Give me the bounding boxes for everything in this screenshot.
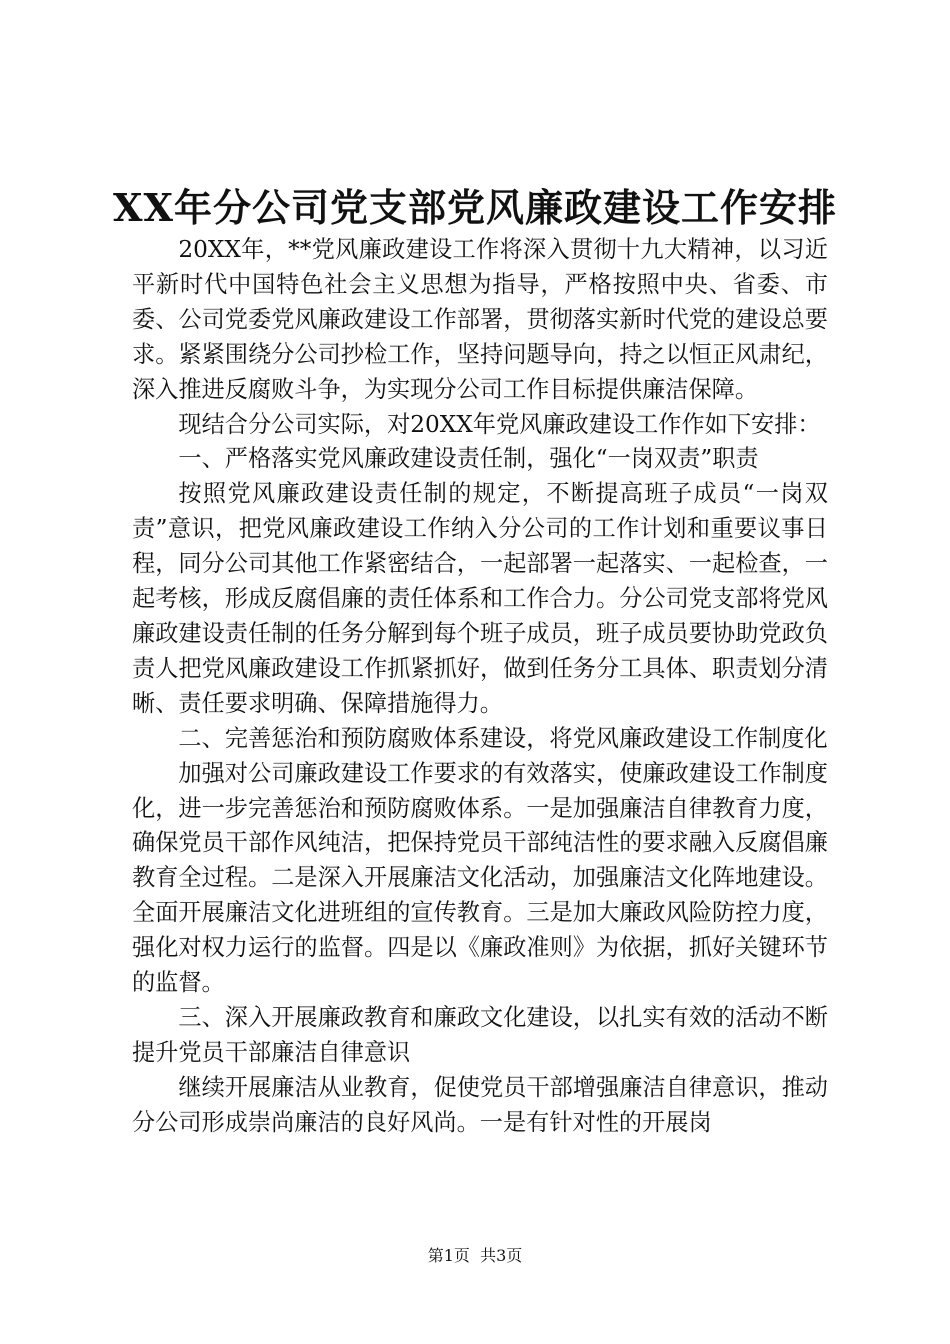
arrangement-paragraph: 现结合分公司实际，对20XX年党风廉政建设工作作如下安排： [178,410,821,438]
document-body [132,233,828,1141]
page-number-footer: 第1页 共3页 [427,1246,523,1265]
section-body-1: 按照党风廉政建设责任制的规定，不断提高班子成员“一岗双责”意识，把党风廉政建设工作纳入分公司的工作计划和重要议事日程，同分公司其他工作紧密结合，一起部署一起落实、一起检查，一起考核，形成反腐倡廉的责任体系和工作合力。分公司党支部将党风廉政建设责任制的任务分解到每个班子成员，班子成员要协助党政负责人把党风廉政建设工作抓紧抓好，做到任务分工具体、职责划分清晰、责任要求明确、保障措施得力。 [132,480,828,717]
section-body-3: 继续开展廉洁从业教育，促使党员干部增强廉洁自律意识，推动分公司形成崇尚廉洁的良好风尚。一是有针对性的开展岗 [132,1073,828,1136]
section-body-2: 加强对公司廉政建设工作要求的有效落实，使廉政建设工作制度化，进一步完善惩治和预防腐败体系。一是加强廉洁自律教育力度，确保党员干部作风纯洁，把保持党员干部纯洁性的要求融入反腐倡廉教育全过程。二是深入开展廉洁文化活动，加强廉洁文化阵地建设。全面开展廉洁文化进班组的宣传教育。三是加大廉政风险防控力度，强化对权力运行的监督。四是以《廉政准则》为依据，抓好关键环节的监督。 [132,759,828,997]
document-title: XX年分公司党支部党风廉政建设工作安排 [113,185,837,230]
section-heading-3: 三、深入开展廉政教育和廉政文化建设，以扎实有效的活动不断提升党员干部廉洁自律意识 [132,1003,828,1066]
intro-paragraph: 20XX年，**党风廉政建设工作将深入贯彻十九大精神，以习近平新时代中国特色社会主义思想为指导，严格按照中央、省委、市委、公司党委党风廉政建设工作部署，贯彻落实新时代党的建设总要求。紧紧围绕分公司抄检工作，坚持问题导向，持之以恒正风肃纪，深入推进反腐败斗争，为实现分公司工作目标提供廉洁保障。 [132,236,828,403]
section-heading-2: 二、完善惩治和预防腐败体系建设，将党风廉政建设工作制度化 [178,724,828,752]
section-heading-1: 一、严格落实党风廉政建设责任制，强化“一岗双责”职责 [178,445,759,473]
